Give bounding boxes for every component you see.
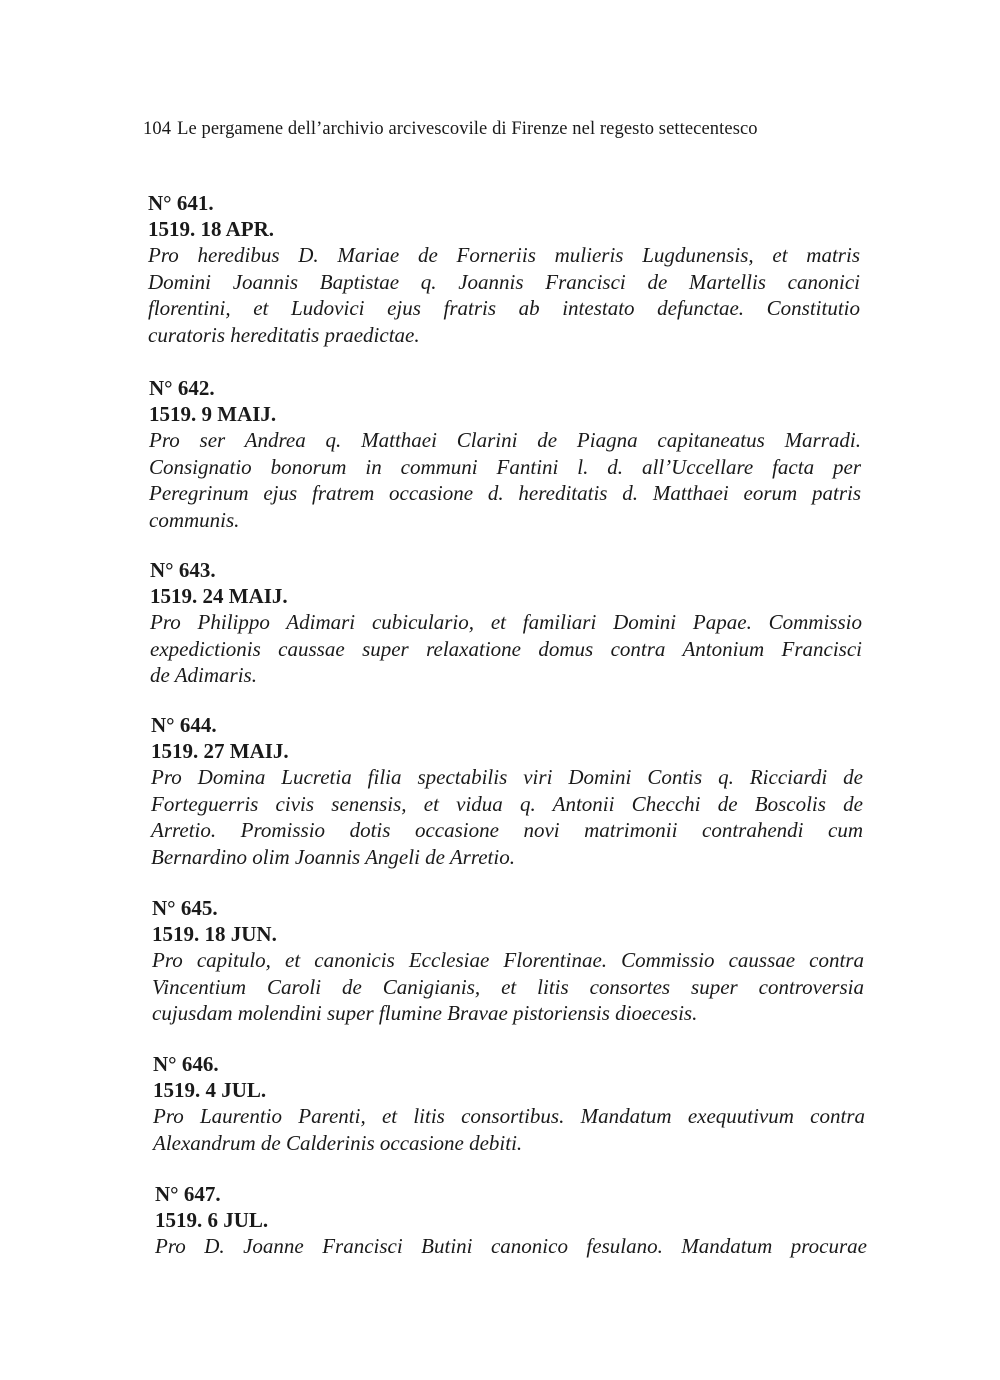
entry-line: cujusdam molendini super flumine Bravae pistoriensis dioecesis. xyxy=(152,1001,698,1025)
page-number: 104 xyxy=(143,119,172,139)
entry-line: Pro heredibus D. Mariae de Forneriis mulieris Lugdunensis, et matris xyxy=(148,243,860,267)
entry-date: 1519. 27 MAIJ. xyxy=(151,739,289,763)
entry-body xyxy=(151,764,863,870)
entry-641 xyxy=(148,190,860,348)
entry-643 xyxy=(150,557,862,689)
entry-number: N° 641. xyxy=(148,191,214,215)
entry-646 xyxy=(153,1051,865,1156)
entry-number: N° 644. xyxy=(151,713,217,737)
entry-number: N° 646. xyxy=(153,1052,219,1076)
entry-line: Arretio. Promissio dotis occasione novi matrimonii contrahendi cum xyxy=(151,818,863,842)
entry-date: 1519. 6 JUL. xyxy=(155,1208,269,1232)
entry-line: Pro capitulo, et canonicis Ecclesiae Florentinae. Commissio caussae contra xyxy=(152,948,864,972)
entry-date: 1519. 9 MAIJ. xyxy=(149,402,277,426)
entry-line: Vincentium Caroli de Canigianis, et litis consortes super controversia xyxy=(152,974,864,999)
entry-642 xyxy=(149,375,861,533)
entry-line: Consignatio bonorum in communi Fantini l. d. all’Uccellare facta per xyxy=(149,454,861,479)
entry-body xyxy=(150,609,862,689)
entry-date: 1519. 24 MAIJ. xyxy=(150,584,288,608)
entry-date: 1519. 18 APR. xyxy=(148,217,274,241)
running-title: Le pergamene dell’archivio arcivescovile di Firenze nel regesto settecentesco xyxy=(177,119,758,139)
entry-body xyxy=(153,1103,865,1156)
entry-line: Pro Laurentio Parenti, et litis consortibus. Mandatum exequutivum contra xyxy=(153,1104,865,1128)
running-header xyxy=(143,119,758,140)
entry-line: Pro D. Joanne Francisci Butini canonico fesulano. Mandatum procurae xyxy=(155,1234,867,1258)
entry-line: Peregrinum ejus fratrem occasione d. hereditatis d. Matthaei eorum patris xyxy=(149,481,861,505)
entry-line: Pro Domina Lucretia filia spectabilis viri Domini Contis q. Ricciardi de xyxy=(151,765,863,789)
entry-645 xyxy=(152,895,864,1027)
entry-line: Pro Philippo Adimari cubiculario, et familiari Domini Papae. Commissio xyxy=(150,610,862,634)
entry-line: Bernardino olim Joannis Angeli de Arretio. xyxy=(151,844,515,869)
entry-line: Alexandrum de Calderinis occasione debiti. xyxy=(153,1130,523,1155)
entry-date: 1519. 18 JUN. xyxy=(152,922,277,946)
entry-date: 1519. 4 JUL. xyxy=(153,1078,267,1102)
entry-647 xyxy=(155,1181,867,1260)
entry-body xyxy=(152,947,864,1027)
entry-line: communis. xyxy=(149,507,240,532)
entry-line: expedictionis caussae super relaxatione domus contra Antonium Francisci xyxy=(150,636,862,661)
entry-line: curatoris hereditatis praedictae. xyxy=(148,322,420,347)
entry-number: N° 645. xyxy=(152,896,218,920)
entry-number: N° 643. xyxy=(150,558,216,582)
entry-body xyxy=(149,427,861,533)
entry-body xyxy=(148,242,860,348)
entry-body xyxy=(155,1233,867,1260)
entry-line: Forteguerris civis senensis, et vidua q. Antonii Checchi de Boscolis de xyxy=(151,791,863,816)
entry-number: N° 647. xyxy=(155,1182,221,1206)
entry-line: de Adimaris. xyxy=(150,663,257,687)
entry-line: florentini, et Ludovici ejus fratris ab intestato defunctae. Constitutio xyxy=(148,296,860,320)
entry-644 xyxy=(151,712,863,870)
entry-number: N° 642. xyxy=(149,376,215,400)
entry-line: Domini Joannis Baptistae q. Joannis Francisci de Martellis canonici xyxy=(148,269,860,294)
entry-line: Pro ser Andrea q. Matthaei Clarini de Piagna capitaneatus Marradi. xyxy=(149,428,861,452)
